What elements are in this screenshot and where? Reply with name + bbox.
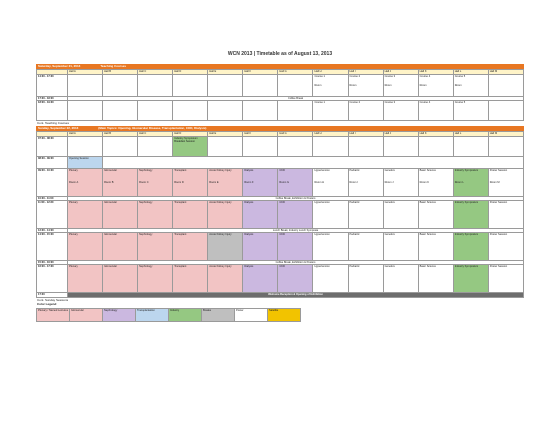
session-cell[interactable]: Pediatric bbox=[348, 265, 383, 293]
empty-cell bbox=[488, 101, 523, 121]
room-header: Hall G bbox=[278, 132, 313, 137]
empty-cell bbox=[68, 75, 103, 97]
page-title: WCN 2013 | Timetable as of August 13, 2013 bbox=[227, 51, 333, 57]
timetable bbox=[36, 64, 524, 322]
session-cell[interactable]: Plenary bbox=[68, 265, 103, 293]
session-room: Room bbox=[419, 84, 427, 87]
session-label: Pediatric bbox=[349, 169, 360, 172]
empty-cell bbox=[383, 137, 418, 157]
session-room: Room G bbox=[279, 181, 290, 184]
room-header: Hall G bbox=[278, 70, 313, 75]
legend-swatch: Industry bbox=[169, 309, 202, 322]
legend-row bbox=[37, 309, 525, 322]
room-header: Hall M bbox=[488, 70, 523, 75]
session-room: Room E bbox=[209, 181, 219, 184]
break-cell: Lunch Break, Industry Lunch Symposia bbox=[68, 229, 524, 233]
session-cell[interactable] bbox=[313, 75, 348, 97]
room-header: Hall C bbox=[138, 70, 173, 75]
time-cell: 09:00 - 10:30 bbox=[37, 169, 68, 197]
session-cell[interactable]: Dialysis bbox=[243, 265, 278, 293]
session-cell[interactable] bbox=[418, 75, 453, 97]
time-cell: 17:30 - 18:00 bbox=[37, 97, 68, 101]
time-cell: 16:00 - 17:30 bbox=[37, 265, 68, 293]
session-row bbox=[37, 157, 524, 169]
session-cell[interactable]: Acute Kidney Injury bbox=[208, 233, 243, 261]
session-cell[interactable] bbox=[418, 169, 453, 197]
legend-swatch: Plenary / Named Lectures bbox=[37, 309, 70, 322]
room-header: Hall B bbox=[103, 132, 138, 137]
session-cell[interactable] bbox=[278, 169, 313, 197]
empty-cell bbox=[208, 101, 243, 121]
session-label: Hypertension bbox=[314, 169, 330, 172]
room-header: Hall L bbox=[453, 132, 488, 137]
room-header: Hall J bbox=[383, 70, 418, 75]
session-room: Room bbox=[349, 84, 357, 87]
session-row bbox=[37, 201, 524, 229]
room-header: Hall D bbox=[173, 70, 208, 75]
color-legend bbox=[36, 308, 524, 322]
session-label: Course 4 bbox=[419, 75, 431, 78]
session-cell[interactable]: Industry Symposium bbox=[453, 265, 488, 293]
empty-cell bbox=[243, 137, 278, 157]
time-cell: 08:30 - 09:00 bbox=[37, 157, 68, 169]
time-cell: 07:30 - 08:30 bbox=[37, 137, 68, 157]
session-label: Industry Symposium bbox=[454, 169, 479, 172]
legend-swatch: Transplantation bbox=[136, 309, 169, 322]
session-room: Room bbox=[454, 84, 462, 87]
time-cell: 11:00 - 12:30 bbox=[37, 201, 68, 229]
session-cell[interactable]: Hypertension bbox=[313, 233, 348, 261]
room-header: Hall K bbox=[418, 70, 453, 75]
session-label: Acute Kidney Injury bbox=[209, 169, 232, 172]
session-cell[interactable] bbox=[243, 169, 278, 197]
day-date: Saturday, September 21, 2013 bbox=[38, 63, 81, 68]
empty-cell bbox=[243, 75, 278, 97]
empty-cell bbox=[488, 75, 523, 97]
session-label: Glomerular bbox=[104, 169, 117, 172]
room-header: Hall I bbox=[348, 132, 383, 137]
session-row bbox=[37, 233, 524, 261]
session-cell[interactable]: Dialysis bbox=[243, 233, 278, 261]
session-cell[interactable]: Course 1 bbox=[313, 101, 348, 121]
saturday-table bbox=[36, 69, 524, 121]
session-room: Room L bbox=[454, 181, 464, 184]
session-label: Course 2 bbox=[349, 75, 361, 78]
session-room: Room H bbox=[314, 181, 324, 184]
room-header: Hall A bbox=[68, 70, 103, 75]
room-header: Hall F bbox=[243, 132, 278, 137]
session-cell[interactable]: Course 3 bbox=[383, 101, 418, 121]
empty-cell bbox=[103, 157, 524, 169]
session-cell[interactable]: Nephrology bbox=[138, 233, 173, 261]
continuation-note: Cont. Teaching Courses bbox=[37, 121, 69, 125]
session-cell[interactable]: Hypertension bbox=[313, 201, 348, 229]
session-cell[interactable]: Basic Science bbox=[418, 233, 453, 261]
break-cell: Coffee Break, Exhibition & Posters bbox=[68, 261, 524, 265]
room-header: Hall B bbox=[103, 70, 138, 75]
session-cell[interactable]: Poster Session bbox=[488, 265, 523, 293]
room-header: Hall L bbox=[453, 70, 488, 75]
session-room: Room B bbox=[104, 181, 114, 184]
day-date: Sunday, September 22, 2013 bbox=[38, 125, 79, 130]
session-cell[interactable] bbox=[103, 169, 138, 197]
room-header: Hall H bbox=[313, 132, 348, 137]
session-cell[interactable]: Plenary bbox=[68, 201, 103, 229]
session-cell[interactable]: Industry Symposium bbox=[453, 233, 488, 261]
session-label: Course 1 bbox=[314, 75, 325, 78]
session-cell[interactable]: Nephrology bbox=[138, 265, 173, 293]
time-cell: 14:30 - 17:30 bbox=[37, 75, 68, 97]
empty-cell bbox=[418, 137, 453, 157]
session-cell[interactable]: Genetics bbox=[383, 233, 418, 261]
session-room: Room F bbox=[244, 181, 254, 184]
session-row bbox=[37, 101, 524, 121]
empty-cell bbox=[488, 137, 523, 157]
empty-cell bbox=[243, 101, 278, 121]
empty-cell bbox=[453, 137, 488, 157]
empty-cell bbox=[68, 137, 103, 157]
empty-cell bbox=[208, 75, 243, 97]
session-room: Room A bbox=[69, 181, 79, 184]
session-cell[interactable]: Poster Session bbox=[488, 233, 523, 261]
legend-swatch: Breaks bbox=[202, 309, 235, 322]
room-header: Hall D bbox=[173, 132, 208, 137]
legend-swatch: Poster bbox=[235, 309, 268, 322]
session-cell[interactable]: Course 5 bbox=[453, 101, 488, 121]
empty-cell bbox=[348, 137, 383, 157]
session-cell[interactable] bbox=[68, 169, 103, 197]
empty-cell bbox=[103, 137, 138, 157]
session-cell[interactable]: Industry Symposium bbox=[453, 201, 488, 229]
session-cell[interactable] bbox=[488, 169, 523, 197]
empty-cell bbox=[313, 137, 348, 157]
empty-cell bbox=[103, 101, 138, 121]
session-cell[interactable] bbox=[383, 75, 418, 97]
break-cell: Coffee Break, Exhibition & Posters bbox=[68, 197, 524, 201]
room-header: Hall A bbox=[68, 132, 103, 137]
session-cell[interactable]: Basic Science bbox=[418, 265, 453, 293]
session-row bbox=[37, 75, 524, 97]
room-header: Hall C bbox=[138, 132, 173, 137]
session-cell[interactable]: Glomerular bbox=[103, 265, 138, 293]
room-header: Hall F bbox=[243, 70, 278, 75]
session-cell[interactable]: Transplant bbox=[173, 233, 208, 261]
session-cell[interactable]: Nephrology bbox=[138, 201, 173, 229]
session-cell[interactable]: Dialysis bbox=[243, 201, 278, 229]
session-cell[interactable]: CKD bbox=[278, 233, 313, 261]
session-room: Room D bbox=[174, 181, 184, 184]
closing-row bbox=[37, 293, 524, 298]
session-label: Nephrology bbox=[139, 169, 153, 172]
session-room: Room M bbox=[489, 181, 500, 184]
session-row bbox=[37, 137, 524, 157]
sunday-table bbox=[36, 131, 524, 298]
empty-cell bbox=[278, 75, 313, 97]
session-room: Room C bbox=[139, 181, 149, 184]
session-label: Plenary bbox=[69, 169, 78, 172]
empty-cell bbox=[208, 137, 243, 157]
session-cell[interactable]: CKD bbox=[278, 201, 313, 229]
day-subtitle: Teaching Courses bbox=[100, 63, 127, 68]
session-cell[interactable]: Acute Kidney Injury bbox=[208, 265, 243, 293]
session-cell[interactable]: Genetics bbox=[383, 265, 418, 293]
session-cell[interactable]: Course 4 bbox=[418, 101, 453, 121]
session-cell[interactable]: Poster Session bbox=[488, 201, 523, 229]
time-cell: 17:30 bbox=[37, 293, 68, 298]
session-cell[interactable] bbox=[348, 75, 383, 97]
session-cell[interactable]: Industry Symposium Breakfast Session bbox=[173, 137, 208, 157]
session-cell[interactable]: Hypertension bbox=[313, 265, 348, 293]
session-cell[interactable] bbox=[313, 169, 348, 197]
empty-cell bbox=[173, 75, 208, 97]
room-header: Hall E bbox=[208, 70, 243, 75]
time-cell: 15:30 - 16:00 bbox=[37, 261, 68, 265]
session-label: Poster Session bbox=[489, 169, 508, 172]
legend-swatch: Nephrology bbox=[103, 309, 136, 322]
empty-cell bbox=[138, 75, 173, 97]
session-cell[interactable]: Course 2 bbox=[348, 101, 383, 121]
session-cell[interactable]: Transplant bbox=[173, 265, 208, 293]
room-header: Hall I bbox=[348, 70, 383, 75]
empty-cell bbox=[138, 101, 173, 121]
session-cell[interactable] bbox=[208, 169, 243, 197]
break-cell: Coffee Break bbox=[68, 97, 524, 101]
session-cell[interactable] bbox=[383, 169, 418, 197]
session-cell[interactable] bbox=[173, 169, 208, 197]
session-cell[interactable]: Pediatric bbox=[348, 233, 383, 261]
empty-cell bbox=[173, 101, 208, 121]
empty-cell bbox=[103, 75, 138, 97]
session-label: Transplant bbox=[174, 169, 187, 172]
session-room: Room K bbox=[419, 181, 429, 184]
session-cell[interactable]: CKD bbox=[278, 265, 313, 293]
session-room: Room bbox=[314, 84, 322, 87]
room-header: Hall E bbox=[208, 132, 243, 137]
session-cell[interactable]: Genetics bbox=[383, 201, 418, 229]
session-cell[interactable]: Glomerular bbox=[103, 201, 138, 229]
room-header: Hall K bbox=[418, 132, 453, 137]
session-cell[interactable]: Glomerular bbox=[103, 233, 138, 261]
session-label: Basic Science bbox=[419, 169, 436, 172]
session-label: CKD bbox=[279, 169, 285, 172]
session-cell[interactable]: Plenary bbox=[68, 233, 103, 261]
session-room: Room I bbox=[349, 181, 358, 184]
empty-cell bbox=[138, 137, 173, 157]
empty-cell bbox=[278, 101, 313, 121]
session-label: Dialysis bbox=[244, 169, 254, 172]
time-cell: 10:30 - 11:00 bbox=[37, 197, 68, 201]
empty-cell bbox=[278, 137, 313, 157]
session-row bbox=[37, 169, 524, 197]
session-cell[interactable] bbox=[348, 169, 383, 197]
session-room: Room bbox=[384, 84, 392, 87]
session-label: Genetics bbox=[384, 169, 395, 172]
continuation-note: Cont. Sunday Sessions bbox=[37, 298, 69, 302]
time-cell: 12:30 - 14:00 bbox=[37, 229, 68, 233]
room-header: Hall J bbox=[383, 132, 418, 137]
session-room: Room J bbox=[384, 181, 394, 184]
legend-spacer bbox=[301, 309, 525, 322]
room-header: Hall M bbox=[488, 132, 523, 137]
time-cell: 18:00 - 19:30 bbox=[37, 101, 68, 121]
legend-title: Color Legend bbox=[37, 302, 57, 306]
session-cell[interactable]: Pediatric bbox=[348, 201, 383, 229]
session-cell[interactable]: Transplant bbox=[173, 201, 208, 229]
legend-swatch: Satellite bbox=[268, 309, 301, 322]
session-cell[interactable]: Basic Science bbox=[418, 201, 453, 229]
session-row bbox=[37, 265, 524, 293]
closing-cell: Welcome Reception & Opening of Exhibition bbox=[68, 293, 524, 298]
session-label: Course 5 bbox=[454, 75, 466, 78]
session-cell[interactable] bbox=[138, 169, 173, 197]
time-cell: 14:00 - 15:30 bbox=[37, 233, 68, 261]
legend-swatch: Glomerular bbox=[70, 309, 103, 322]
day-subtitle: (Main Topics: Opening, Glomerular Disease, Transplantation, CKD, Dialysis) bbox=[98, 125, 207, 130]
session-cell[interactable] bbox=[453, 169, 488, 197]
session-cell[interactable]: Opening Session bbox=[68, 157, 103, 169]
session-label: Course 3 bbox=[384, 75, 396, 78]
session-cell[interactable]: Acute Kidney Injury bbox=[208, 201, 243, 229]
session-cell[interactable] bbox=[453, 75, 488, 97]
empty-cell bbox=[68, 101, 103, 121]
room-header: Hall H bbox=[313, 70, 348, 75]
